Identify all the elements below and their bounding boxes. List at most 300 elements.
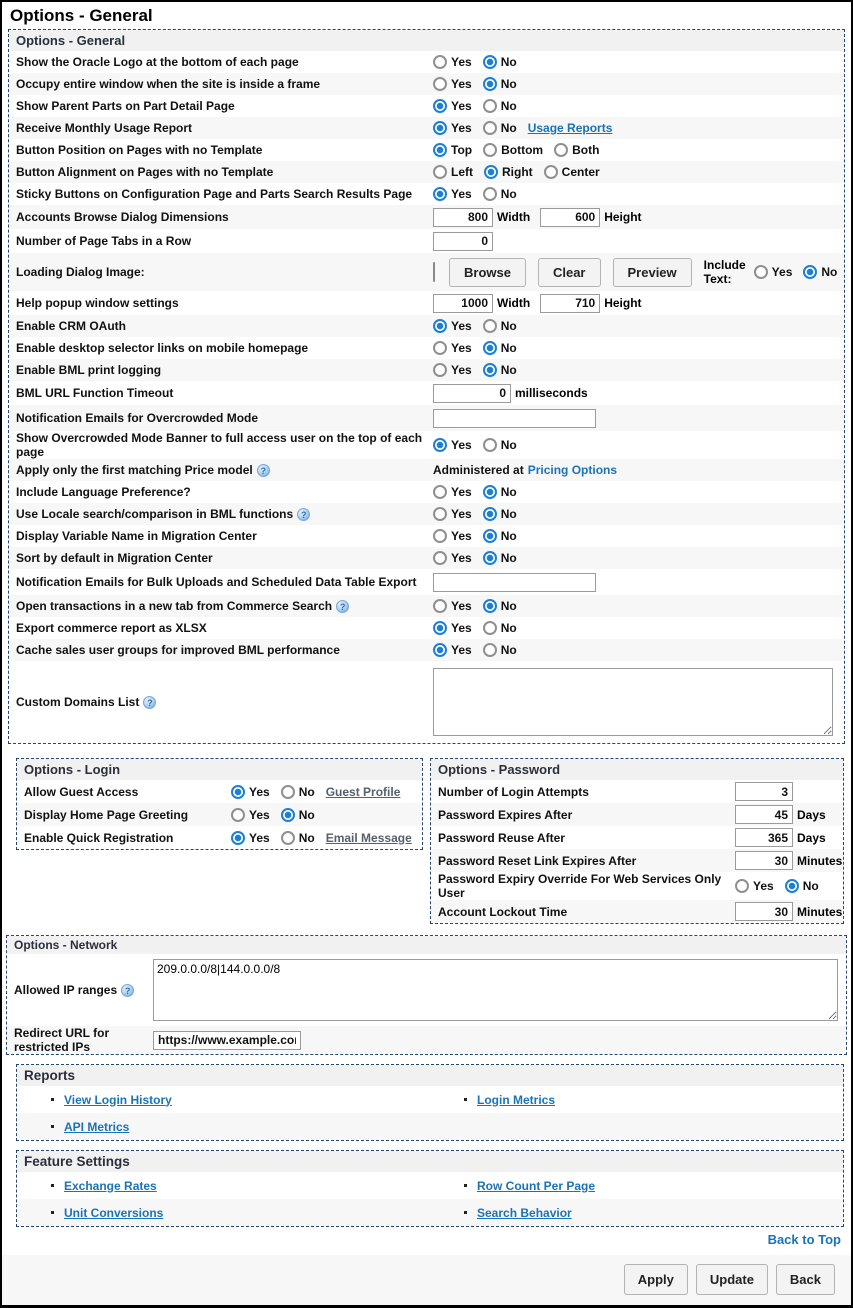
radio-label: No [500, 529, 517, 543]
row-label [435, 872, 735, 900]
radio-yes[interactable] [433, 485, 447, 499]
row-cache-sales-user-groups-for-improved-bml-performance [9, 639, 844, 661]
input-number-of-page-tabs-in-a-row[interactable] [433, 232, 493, 251]
row-label [21, 831, 231, 845]
input-width[interactable] [433, 294, 493, 313]
help-icon: ? [143, 696, 156, 709]
row-label [13, 695, 433, 709]
radio-label: No [500, 187, 517, 201]
link-view-login-history[interactable]: View Login History [64, 1092, 172, 1107]
row-label [13, 319, 433, 333]
row-label [11, 1026, 153, 1054]
radio-label: Left [451, 165, 473, 179]
bullet-icon [51, 1184, 54, 1187]
row-notification-emails-for-overcrowded-mode [9, 405, 844, 431]
row-controls [153, 1031, 842, 1050]
radio-label: No [298, 784, 315, 799]
radio-yes[interactable] [433, 621, 447, 635]
row-label [13, 485, 433, 499]
radio-yes[interactable] [433, 643, 447, 657]
links-cell [430, 1093, 843, 1107]
radio-yes[interactable] [433, 121, 447, 135]
radio-no[interactable] [281, 785, 295, 799]
row-label-text: Notification Emails for Overcrowded Mode [16, 411, 259, 425]
row-controls [735, 902, 843, 921]
options-general-rows [9, 51, 844, 743]
row-label-text: Number of Login Attempts [438, 784, 589, 799]
help-icon: ? [297, 508, 310, 521]
row-label [13, 575, 433, 589]
row-controls [735, 851, 843, 870]
row-label [435, 785, 735, 799]
options-login-legend: Options - Login [17, 759, 422, 780]
radio-no[interactable] [483, 485, 497, 499]
row-allow-guest-access [17, 780, 422, 803]
radio-yes[interactable] [433, 55, 447, 69]
radio-label: No [500, 485, 517, 499]
options-network-section [6, 935, 847, 1055]
row-notification-emails-for-bulk-uploads-and-scheduled-data-table-export [9, 569, 844, 595]
admin-note: Administered at [433, 463, 524, 477]
options-password-section [430, 758, 844, 924]
row-controls [433, 294, 840, 313]
options-network-rows [7, 954, 846, 1054]
row-controls [433, 573, 840, 592]
row-controls [433, 77, 840, 91]
row-label-text: Receive Monthly Usage Report [16, 121, 193, 135]
radio-yes[interactable] [231, 808, 245, 822]
row-button-alignment-on-pages-with-no-template [9, 161, 844, 183]
unit-label: milliseconds [515, 386, 588, 400]
radio-label: Yes [451, 438, 472, 452]
row-label-text: Help popup window settings [16, 296, 179, 310]
radio-label: Yes [451, 341, 472, 355]
row-receive-monthly-usage-report [9, 117, 844, 139]
radio-label: Yes [451, 77, 472, 91]
radio-no[interactable] [483, 363, 497, 377]
link-exchange-rates[interactable]: Exchange Rates [64, 1178, 157, 1193]
radio-no[interactable] [483, 341, 497, 355]
row-label-text: Password Expiry Override For Web Services Only User [438, 872, 722, 900]
radio-yes[interactable] [231, 831, 245, 845]
radio-label: No [500, 599, 517, 613]
radio-yes[interactable] [433, 341, 447, 355]
back-to-top-link[interactable]: Back to Top [767, 1232, 841, 1247]
row-label-text: Include Language Preference? [16, 485, 191, 499]
radio-label: No [821, 265, 838, 279]
row-sticky-buttons-on-configuration-page-and-parts-search-results-page [9, 183, 844, 205]
links-row [17, 1172, 843, 1199]
row-label [11, 983, 153, 997]
row-label-text: Display Home Page Greeting [24, 807, 189, 822]
bullet-icon [464, 1211, 467, 1214]
radio-no[interactable] [483, 599, 497, 613]
row-loading-dialog-image [9, 253, 844, 291]
options-password-rows [431, 780, 843, 923]
radio-yes[interactable] [433, 551, 447, 565]
row-label [13, 411, 433, 425]
row-label [13, 165, 433, 179]
links-cell [17, 1206, 430, 1220]
radio-label: No [500, 438, 517, 452]
radio-label: Center [561, 165, 600, 179]
row-redirect-url-for-restricted-ips [7, 1026, 846, 1054]
row-label [13, 210, 433, 224]
include-text-label: Include Text: [703, 258, 746, 286]
row-label [13, 621, 433, 635]
link-row-count-per-page[interactable]: Row Count Per Page [477, 1178, 596, 1193]
row-controls [433, 99, 840, 113]
row-label-text: Apply only the first matching Price model [16, 463, 253, 477]
options-general-legend: Options - General [9, 30, 844, 51]
radio-left[interactable] [433, 165, 447, 179]
radio-no[interactable] [483, 319, 497, 333]
row-custom-domains-list [9, 661, 844, 743]
row-open-transactions-in-a-new-tab-from-commerce-search [9, 595, 844, 617]
options-password-legend: Options - Password [431, 759, 843, 780]
options-network-legend: Options - Network [7, 936, 846, 954]
feature-settings-legend: Feature Settings [17, 1151, 843, 1172]
loading-dialog-image-thumbnail [433, 262, 435, 282]
clear-button[interactable]: Clear [538, 258, 601, 287]
link-login-metrics[interactable]: Login Metrics [477, 1092, 556, 1107]
row-password-expires-after [431, 803, 843, 826]
unit-label: Minutes [797, 853, 843, 868]
row-controls [433, 384, 840, 403]
row-label-text: Button Position on Pages with no Template [16, 143, 263, 157]
bullet-icon [51, 1125, 54, 1128]
radio-label: No [298, 807, 315, 822]
radio-no[interactable] [803, 265, 817, 279]
input-days[interactable] [735, 805, 793, 824]
row-controls [433, 165, 840, 179]
radio-label: Yes [753, 879, 774, 893]
radio-yes[interactable] [433, 319, 447, 333]
input-days[interactable] [735, 828, 793, 847]
row-controls [433, 121, 840, 135]
options-login-rows [17, 780, 422, 849]
radio-label: Yes [451, 643, 472, 657]
unit-label: Height [604, 296, 642, 310]
link-unit-conversions[interactable]: Unit Conversions [64, 1205, 164, 1220]
radio-no[interactable] [281, 808, 295, 822]
radio-label: Yes [451, 551, 472, 565]
radio-no[interactable] [483, 77, 497, 91]
links-cell [17, 1120, 430, 1134]
row-number-of-login-attempts [431, 780, 843, 803]
link-pricing-options[interactable]: Pricing Options [527, 463, 618, 477]
radio-no[interactable] [785, 879, 799, 893]
radio-no[interactable] [483, 621, 497, 635]
row-password-reuse-after [431, 826, 843, 849]
radio-label: Yes [451, 319, 472, 333]
radio-label: Yes [451, 599, 472, 613]
radio-label: Yes [771, 265, 793, 279]
row-show-overcrowded-mode-banner-to-full-access-user-on-the-top-of-each-page [9, 431, 844, 459]
row-number-of-page-tabs-in-a-row [9, 229, 844, 253]
update-button[interactable]: Update [696, 1264, 768, 1295]
row-label-text: Enable CRM OAuth [16, 319, 126, 333]
radio-yes[interactable] [433, 363, 447, 377]
radio-yes[interactable] [754, 265, 768, 279]
row-controls [433, 341, 840, 355]
row-label-text: Export commerce report as XLSX [16, 621, 207, 635]
row-label-text: Display Variable Name in Migration Center [16, 529, 257, 543]
radio-label: Yes [451, 55, 472, 69]
input-milliseconds[interactable] [433, 384, 511, 403]
links-row [17, 1113, 843, 1140]
link-api-metrics[interactable]: API Metrics [64, 1119, 130, 1134]
unit-label: Days [797, 830, 826, 845]
row-enable-quick-registration [17, 826, 422, 849]
options-login-section [16, 758, 423, 850]
feature-settings-links [17, 1172, 843, 1226]
row-controls [231, 785, 418, 799]
login-password-columns [16, 758, 844, 924]
link-guest-profile[interactable]: Guest Profile [325, 784, 401, 799]
radio-label: Yes [451, 121, 472, 135]
back-button[interactable]: Back [776, 1264, 835, 1295]
row-label [13, 529, 433, 543]
apply-button[interactable]: Apply [624, 1264, 688, 1295]
input-height[interactable] [540, 208, 600, 227]
row-controls [735, 782, 839, 801]
radio-no[interactable] [281, 831, 295, 845]
row-show-the-oracle-logo-at-the-bottom-of-each-page [9, 51, 844, 73]
row-controls [433, 463, 840, 477]
input-notification-emails-for-bulk-uploads-and-scheduled-data-table-export[interactable] [433, 573, 596, 592]
row-label [13, 265, 433, 279]
radio-label: No [500, 507, 517, 521]
row-label-text: Account Lockout Time [438, 904, 568, 919]
row-label [13, 463, 433, 477]
radio-no[interactable] [483, 643, 497, 657]
links-row [17, 1199, 843, 1226]
row-label [13, 121, 433, 135]
reports-section [16, 1064, 844, 1141]
unit-label: Days [797, 807, 826, 822]
radio-no[interactable] [483, 507, 497, 521]
row-label-text: Number of Page Tabs in a Row [16, 234, 192, 248]
radio-label: No [500, 341, 517, 355]
row-allowed-ip-ranges [7, 954, 846, 1026]
radio-label: Yes [451, 485, 472, 499]
row-label [13, 551, 433, 565]
radio-center[interactable] [544, 165, 558, 179]
preview-button[interactable]: Preview [613, 258, 692, 287]
row-password-reset-link-expires-after [431, 849, 843, 872]
textarea-custom-domains-list[interactable] [433, 668, 833, 736]
row-label-text: Enable Quick Registration [24, 830, 174, 845]
row-label-text: Notification Emails for Bulk Uploads and Scheduled Data Table Export [16, 575, 417, 589]
radio-no[interactable] [483, 99, 497, 113]
row-label-text: Cache sales user groups for improved BML performance [16, 643, 340, 657]
radio-label: No [500, 643, 517, 657]
row-controls [735, 828, 839, 847]
input-width[interactable] [433, 208, 493, 227]
radio-label: No [500, 621, 517, 635]
row-label-text: Allowed IP ranges [14, 983, 118, 997]
unit-label: Width [497, 296, 531, 310]
row-label [13, 363, 433, 377]
row-controls [433, 143, 840, 157]
row-label-text: Password Expires After [438, 807, 573, 822]
radio-label: No [802, 879, 819, 893]
page-title: Options - General [10, 6, 153, 25]
row-label-text: Button Alignment on Pages with no Template [16, 165, 274, 179]
radio-label: Both [572, 143, 600, 157]
radio-label: Yes [451, 507, 472, 521]
row-label-text: Open transactions in a new tab from Commerce Search [16, 599, 333, 613]
radio-label: Top [451, 143, 473, 157]
radio-label: Bottom [501, 143, 544, 157]
row-controls [433, 208, 840, 227]
radio-no[interactable] [483, 529, 497, 543]
radio-bottom[interactable] [483, 143, 497, 157]
row-enable-crm-oauth [9, 315, 844, 337]
row-controls [153, 959, 842, 1021]
links-row [17, 1086, 843, 1113]
radio-both[interactable] [554, 143, 568, 157]
reports-legend: Reports [17, 1065, 843, 1086]
radio-label: Yes [451, 187, 472, 201]
radio-no[interactable] [483, 187, 497, 201]
row-accounts-browse-dialog-dimensions [9, 205, 844, 229]
row-enable-bml-print-logging [9, 359, 844, 381]
radio-label: No [500, 55, 517, 69]
row-controls [231, 808, 418, 822]
options-general-section [8, 29, 845, 744]
input-minutes[interactable] [735, 902, 793, 921]
row-label [13, 143, 433, 157]
radio-no[interactable] [483, 438, 497, 452]
row-label [435, 808, 735, 822]
radio-yes[interactable] [433, 77, 447, 91]
link-email-message[interactable]: Email Message [325, 830, 412, 845]
row-label-text: Show the Oracle Logo at the bottom of each page [16, 55, 299, 69]
unit-label: Minutes [797, 904, 843, 919]
links-cell [430, 1179, 843, 1193]
radio-no[interactable] [483, 551, 497, 565]
row-label [13, 599, 433, 613]
help-icon: ? [336, 600, 349, 613]
row-apply-only-the-first-matching-price-model [9, 459, 844, 481]
links-cell [17, 1179, 430, 1193]
textarea-allowed-ip-ranges[interactable] [153, 959, 838, 1021]
row-controls [433, 551, 840, 565]
row-controls [433, 643, 840, 657]
radio-label: No [500, 363, 517, 377]
radio-label: Yes [249, 830, 270, 845]
row-label-text: Show Overcrowded Mode Banner to full access user on the top of each page [16, 431, 423, 459]
radio-label: Yes [451, 529, 472, 543]
row-label-text: Password Reuse After [438, 830, 565, 845]
bullet-icon [51, 1211, 54, 1214]
row-label-text: BML URL Function Timeout [16, 386, 174, 400]
row-controls [433, 232, 840, 251]
input-number-of-login-attempts[interactable] [735, 782, 793, 801]
radio-no[interactable] [483, 121, 497, 135]
row-password-expiry-override-for-web-services-only-user [431, 872, 843, 900]
row-controls [433, 668, 840, 736]
row-label [13, 77, 433, 91]
back-to-top-row [2, 1227, 851, 1253]
link-search-behavior[interactable]: Search Behavior [477, 1205, 572, 1220]
browse-button[interactable]: Browse [449, 258, 526, 287]
radio-label: Yes [451, 99, 472, 113]
link-usage-reports[interactable]: Usage Reports [527, 121, 613, 135]
row-label [21, 785, 231, 799]
row-controls [433, 319, 840, 333]
row-label-text: Password Reset Link Expires After [438, 853, 637, 868]
bullet-icon [51, 1098, 54, 1101]
input-redirect-url-for-restricted-ips[interactable] [153, 1031, 301, 1050]
radio-yes[interactable] [433, 187, 447, 201]
row-controls [433, 485, 840, 499]
radio-label: Yes [249, 784, 270, 799]
row-controls [433, 599, 840, 613]
input-notification-emails-for-overcrowded-mode[interactable] [433, 409, 596, 428]
row-show-parent-parts-on-part-detail-page [9, 95, 844, 117]
row-label-text: Custom Domains List [16, 695, 140, 709]
row-bml-url-function-timeout [9, 381, 844, 405]
row-controls [735, 805, 839, 824]
row-label-text: Use Locale search/comparison in BML functions [16, 507, 294, 521]
row-label [13, 187, 433, 201]
row-label [13, 386, 433, 400]
radio-yes[interactable] [735, 879, 749, 893]
radio-yes[interactable] [231, 785, 245, 799]
radio-label: No [500, 99, 517, 113]
row-label [13, 643, 433, 657]
row-label [435, 905, 735, 919]
row-controls [433, 187, 840, 201]
row-use-locale-search-comparison-in-bml-functions [9, 503, 844, 525]
input-height[interactable] [540, 294, 600, 313]
radio-yes[interactable] [433, 438, 447, 452]
row-occupy-entire-window-when-the-site-is-inside-a-frame [9, 73, 844, 95]
radio-yes[interactable] [433, 599, 447, 613]
input-minutes[interactable] [735, 851, 793, 870]
row-controls [433, 55, 840, 69]
radio-right[interactable] [484, 165, 498, 179]
radio-no[interactable] [483, 55, 497, 69]
row-label [13, 341, 433, 355]
radio-yes[interactable] [433, 507, 447, 521]
help-icon: ? [257, 464, 270, 477]
reports-links [17, 1086, 843, 1140]
help-icon: ? [121, 984, 134, 997]
row-label [435, 854, 735, 868]
links-cell [17, 1093, 430, 1107]
radio-label: Yes [451, 363, 472, 377]
row-label-text: Occupy entire window when the site is inside a frame [16, 77, 321, 91]
row-controls [433, 529, 840, 543]
radio-yes[interactable] [433, 99, 447, 113]
row-label-text: Accounts Browse Dialog Dimensions [16, 210, 229, 224]
row-controls [433, 438, 840, 452]
row-label-text: Show Parent Parts on Part Detail Page [16, 99, 235, 113]
row-label [13, 296, 433, 310]
radio-top[interactable] [433, 143, 447, 157]
row-label-text: Enable BML print logging [16, 363, 162, 377]
radio-label: No [500, 551, 517, 565]
footer-button-bar [2, 1255, 851, 1305]
unit-label: Height [604, 210, 642, 224]
radio-label: No [500, 319, 517, 333]
row-label-text: Loading Dialog Image: [16, 265, 145, 279]
radio-yes[interactable] [433, 529, 447, 543]
